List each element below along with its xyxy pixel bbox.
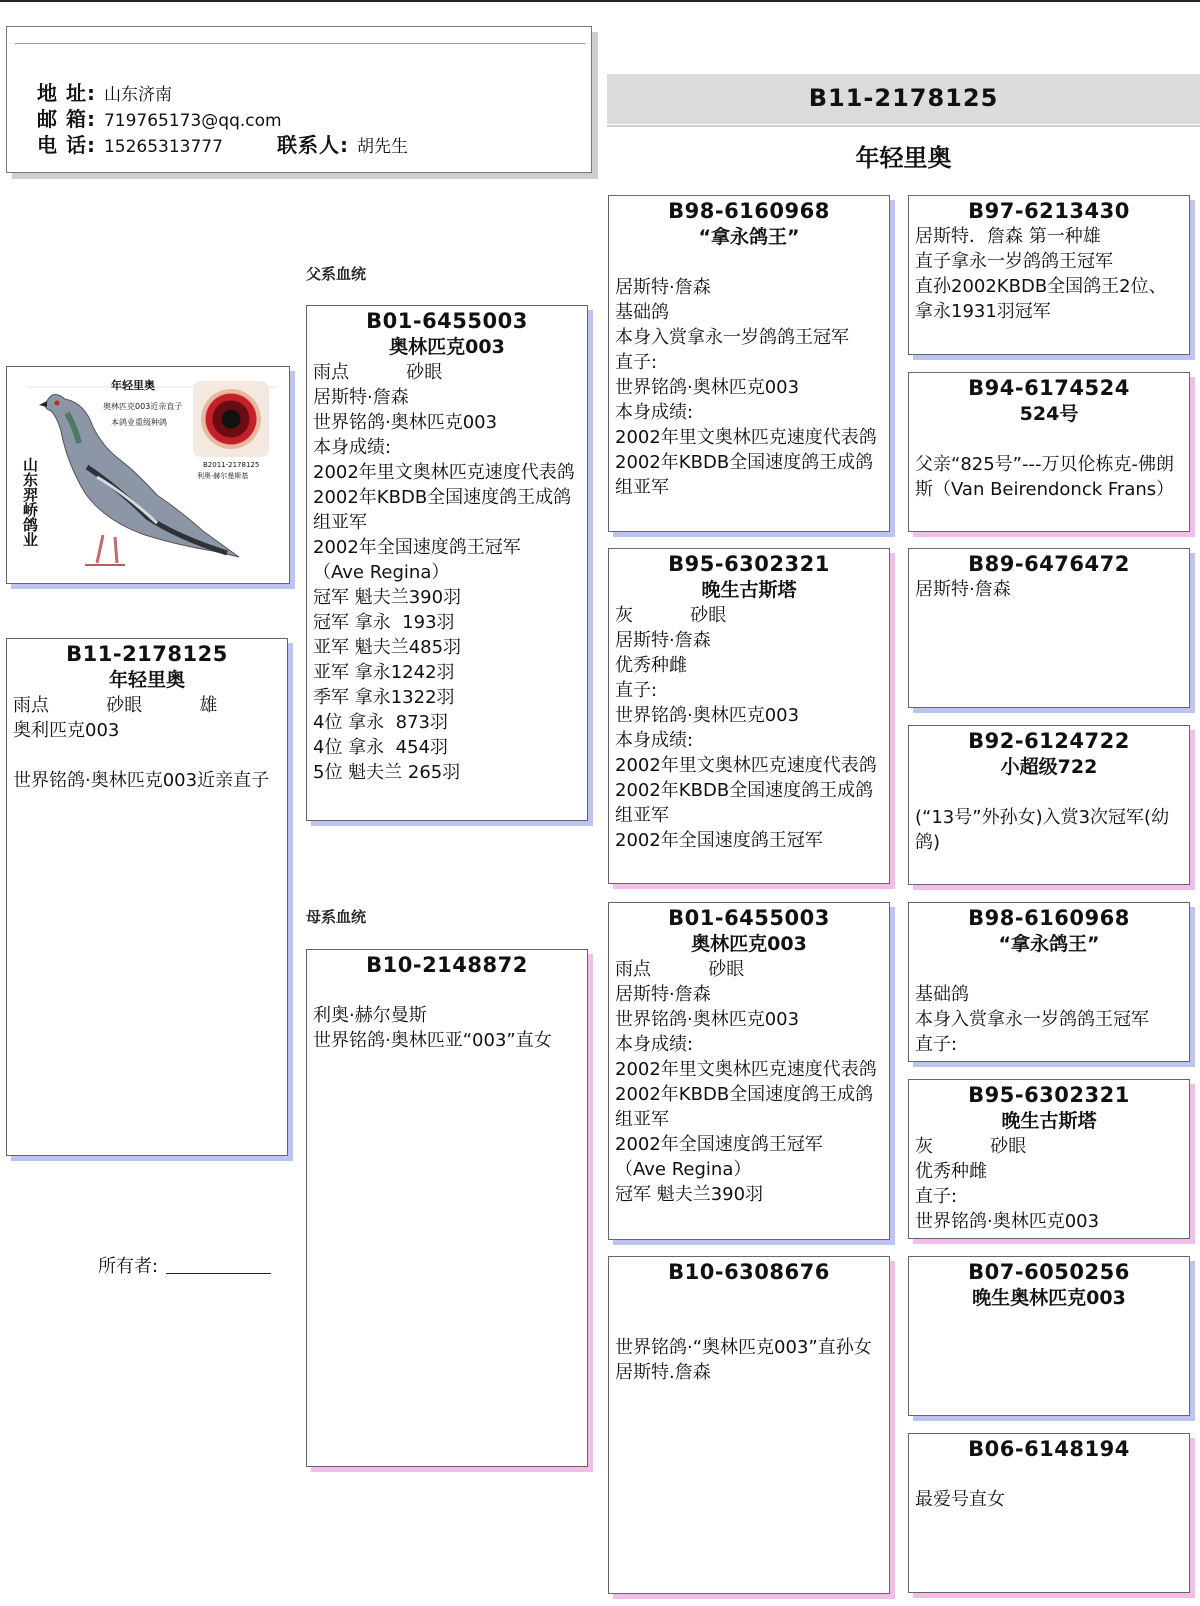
eye-iris [201, 389, 261, 449]
pigeon-name: 晚生奥林匹克003 [972, 1287, 1126, 1309]
pedigree-box-dd-sire [908, 1256, 1190, 1416]
pedigree-text-line: 利奥·赫尔曼斯 [313, 1005, 427, 1026]
pedigree-text-line: 世界铭鸽·奥林匹亚“003”直女 [313, 1030, 552, 1051]
pigeon-name: “拿永鸽王” [998, 933, 1100, 955]
top-border-line [0, 0, 1200, 2]
dam-line-label: 母系血统 [306, 908, 367, 926]
photo-caption-line1: 奥林匹克003近亲直子 [103, 402, 183, 411]
ring-number: B10-6308676 [668, 1260, 830, 1284]
pedigree-text-line [915, 427, 1183, 452]
pigeon-name: 524号 [1019, 403, 1079, 425]
phone-label: 电 话: [37, 133, 96, 157]
pedigree-text-line: 世界铭鸽·“奥林匹克003”直孙女 [615, 1337, 872, 1358]
pigeon-name: 晚生古斯塔 [701, 579, 797, 601]
pedigree-text-line [615, 250, 883, 275]
pedigree-text-line [615, 1310, 883, 1335]
pedigree-text-line: 居斯特·詹森 [313, 387, 409, 408]
pedigree-text-line: 5位 魁夫兰 265羽 [313, 762, 461, 783]
ring-number: B01-6455003 [668, 906, 830, 930]
pedigree-text-line: 直子: [615, 680, 658, 701]
photo-caption-line2: 本鸽业重级种鸽 [111, 418, 167, 427]
owner-label: 所有者: [98, 1256, 159, 1277]
pedigree-box-dam [306, 949, 588, 1467]
pigeon-eye-image [193, 381, 269, 457]
pedigree-text-line: 居斯特·詹森 [615, 277, 711, 298]
pedigree-text-line [915, 780, 1183, 805]
ring-number: B10-2148872 [366, 953, 528, 977]
pedigree-text-line: 本身成绩: [615, 730, 694, 751]
ring-number: B11-2178125 [66, 642, 228, 666]
pedigree-text-line: 本身成绩: [615, 402, 694, 423]
pedigree-text-line: 本身入赏拿永一岁鸽鸽王冠军 [915, 1009, 1149, 1030]
pedigree-text-line: 居斯特.詹森 [615, 1362, 711, 1383]
pedigree-text-line: 本身成绩: [313, 437, 392, 458]
pedigree-text-line: 直子: [915, 1186, 958, 1207]
pedigree-text-line: 2002年里文奥林匹克速度代表鸽 [313, 462, 575, 483]
address-label: 地 址: [37, 81, 96, 105]
ring-number: B94-6174524 [968, 376, 1130, 400]
pedigree-box-sd-sire [908, 548, 1190, 708]
ring-number: B97-6213430 [968, 199, 1130, 223]
email-value: 719765173@qq.com [103, 111, 282, 131]
pedigree-text-line: 父亲“825号”---万贝伦栋克-佛朗斯（Van Beirendonck Frans） [915, 454, 1175, 500]
pedigree-box-ds-sire [908, 902, 1190, 1062]
pedigree-text-line: 居斯特．詹森 第一种雄 [915, 226, 1101, 247]
pedigree-text-line: 雨点 砂眼 雄 [13, 695, 218, 716]
subject-header-rule [607, 125, 1200, 127]
address-value: 山东济南 [103, 85, 172, 105]
contact-divider [15, 43, 585, 44]
pedigree-text-line: 世界铭鸽·奥林匹克003 [915, 1211, 1100, 1232]
ring-number: B06-6148194 [968, 1437, 1130, 1461]
pedigree-text-line: 直子拿永一岁鸽鸽王冠军 [915, 251, 1113, 272]
ring-number: B89-6476472 [968, 552, 1130, 576]
pedigree-text-line [615, 1285, 883, 1310]
pedigree-box-self [6, 638, 288, 1156]
owner-signature-line [166, 1255, 271, 1274]
pigeon-name: 晚生古斯塔 [1001, 1110, 1097, 1132]
pedigree-text-line: 2002年KBDB全国速度鸽王成鸽组亚军 [615, 1084, 874, 1130]
pedigree-text-line: 4位 拿永 873羽 [313, 712, 448, 733]
pedigree-text-line: 冠军 魁夫兰390羽 [615, 1184, 764, 1205]
pedigree-text-line: 2002年全国速度鸽王冠军 [615, 830, 823, 851]
pedigree-text-line: 最爱号直女 [915, 1489, 1005, 1510]
pedigree-text-line: 灰 砂眼 [915, 1136, 1027, 1157]
contact-panel [6, 26, 592, 173]
pedigree-text-line: 居斯特·詹森 [615, 984, 711, 1005]
ring-number: B92-6124722 [968, 729, 1130, 753]
sire-line-label: 父系血统 [306, 265, 367, 283]
pedigree-text-line: 冠军 拿永 193羽 [313, 612, 455, 633]
ring-number: B98-6160968 [668, 199, 830, 223]
email-row [37, 107, 282, 133]
photo-eye-caption2: 利奥·赫尔曼斯基 [197, 472, 249, 480]
pedigree-text-line: 2002年里文奥林匹克速度代表鸽 [615, 427, 877, 448]
pedigree-text-line: 2002年KBDB全国速度鸽王成鸽组亚军 [615, 780, 874, 826]
pedigree-text-line: 雨点 砂眼 [615, 959, 745, 980]
pigeon-name: 年轻里奥 [108, 669, 185, 691]
contact-person-label: 联系人: [277, 133, 349, 157]
owner-field [98, 1252, 271, 1278]
pedigree-box-dam-dam [608, 1256, 890, 1594]
contact-person-row [277, 133, 408, 159]
pedigree-text-line: 2002年KBDB全国速度鸽王成鸽组亚军 [313, 487, 572, 533]
photo-title: 年轻里奥 [111, 379, 155, 392]
pedigree-text-line: 世界铭鸽·奥林匹克003 [615, 377, 800, 398]
photo-vertical-brand: 山东羿峤鸽业 [21, 457, 39, 547]
pigeon-name: 小超级722 [1000, 756, 1098, 778]
subject-name: 年轻里奥 [855, 144, 952, 172]
email-label: 邮 箱: [37, 107, 96, 131]
phone-value: 15265313777 [103, 137, 223, 157]
pedigree-text-line: 季军 拿永1322羽 [313, 687, 455, 708]
pedigree-box-ss-sire [908, 195, 1190, 355]
pedigree-text-line: 本身成绩: [615, 1034, 694, 1055]
pedigree-box-dam-sire [608, 902, 890, 1240]
pedigree-text-line: 基础鸽 [915, 984, 969, 1005]
pigeon-photo [6, 366, 290, 584]
pedigree-box-dd-dam [908, 1433, 1190, 1593]
pedigree-text-line: （Ave Regina） [313, 562, 450, 583]
pedigree-box-ss-dam [908, 372, 1190, 532]
ring-number: B01-6455003 [366, 309, 528, 333]
pedigree-text-line: 优秀种雌 [915, 1161, 987, 1182]
pedigree-box-sire [306, 305, 588, 821]
pigeon-name: “拿永鸽王” [698, 226, 800, 248]
pedigree-text-line: 2002年里文奥林匹克速度代表鸽 [615, 1059, 877, 1080]
pedigree-box-sire-sire [608, 195, 890, 532]
pedigree-text-line [915, 957, 1183, 982]
pigeon-name: 奥林匹克003 [389, 336, 505, 358]
pedigree-text-line: 世界铭鸽·奥林匹克003近亲直子 [13, 770, 270, 791]
address-row [37, 81, 172, 107]
pedigree-text-line: 雨点 砂眼 [313, 362, 443, 383]
ring-number: B07-6050256 [968, 1260, 1130, 1284]
ring-number: B98-6160968 [968, 906, 1130, 930]
pedigree-text-line: 世界铭鸽·奥林匹克003 [615, 705, 800, 726]
pedigree-text-line: 居斯特·詹森 [615, 630, 711, 651]
pedigree-box-sd-dam [908, 725, 1190, 885]
pedigree-text-line: (“13号”外孙女)入赏3次冠军(幼鸽) [915, 807, 1170, 853]
pedigree-box-sire-dam [608, 548, 890, 884]
ring-number: B95-6302321 [668, 552, 830, 576]
pedigree-text-line: 灰 砂眼 [615, 605, 727, 626]
contact-person-value: 胡先生 [357, 137, 408, 157]
pedigree-text-line: 世界铭鸽·奥林匹克003 [313, 412, 498, 433]
pedigree-text-line: （Ave Regina） [615, 1159, 752, 1180]
pedigree-text-line: 亚军 魁夫兰485羽 [313, 637, 462, 658]
pigeon-name: 奥林匹克003 [691, 933, 807, 955]
pedigree-text-line: 世界铭鸽·奥林匹克003 [615, 1009, 800, 1030]
photo-eye-caption1: B2011-2178125 [203, 461, 260, 469]
pedigree-text-line [13, 743, 281, 768]
ring-number: B95-6302321 [968, 1083, 1130, 1107]
subject-ring-number: B11-2178125 [808, 84, 999, 112]
pedigree-text-line: 2002年全国速度鸽王冠军 [313, 537, 521, 558]
pedigree-text-line: 2002年全国速度鸽王冠军 [615, 1134, 823, 1155]
pedigree-text-line: 2002年KBDB全国速度鸽王成鸽组亚军 [615, 452, 874, 498]
pedigree-text-line: 2002年里文奥林匹克速度代表鸽 [615, 755, 877, 776]
pedigree-text-line: 直子: [615, 352, 658, 373]
pedigree-text-line: 居斯特·詹森 [915, 579, 1011, 600]
pedigree-text-line: 亚军 拿永1242羽 [313, 662, 455, 683]
pedigree-text-line: 直子: [915, 1034, 958, 1055]
pedigree-text-line [915, 1462, 1183, 1487]
phone-row [37, 133, 223, 159]
pedigree-text-line: 基础鸽 [615, 302, 669, 323]
pedigree-text-line: 直孙2002KBDB全国鸽王2位、拿永1931羽冠军 [915, 276, 1167, 322]
pedigree-text-line [313, 978, 581, 1003]
pedigree-text-line: 奥利匹克003 [13, 720, 120, 741]
pedigree-text-line: 4位 拿永 454羽 [313, 737, 448, 758]
pedigree-text-line: 本身入赏拿永一岁鸽鸽王冠军 [615, 327, 849, 348]
pedigree-text-line: 优秀种雌 [615, 655, 687, 676]
pedigree-text-line: 冠军 魁夫兰390羽 [313, 587, 462, 608]
pedigree-box-ds-dam [908, 1079, 1190, 1239]
